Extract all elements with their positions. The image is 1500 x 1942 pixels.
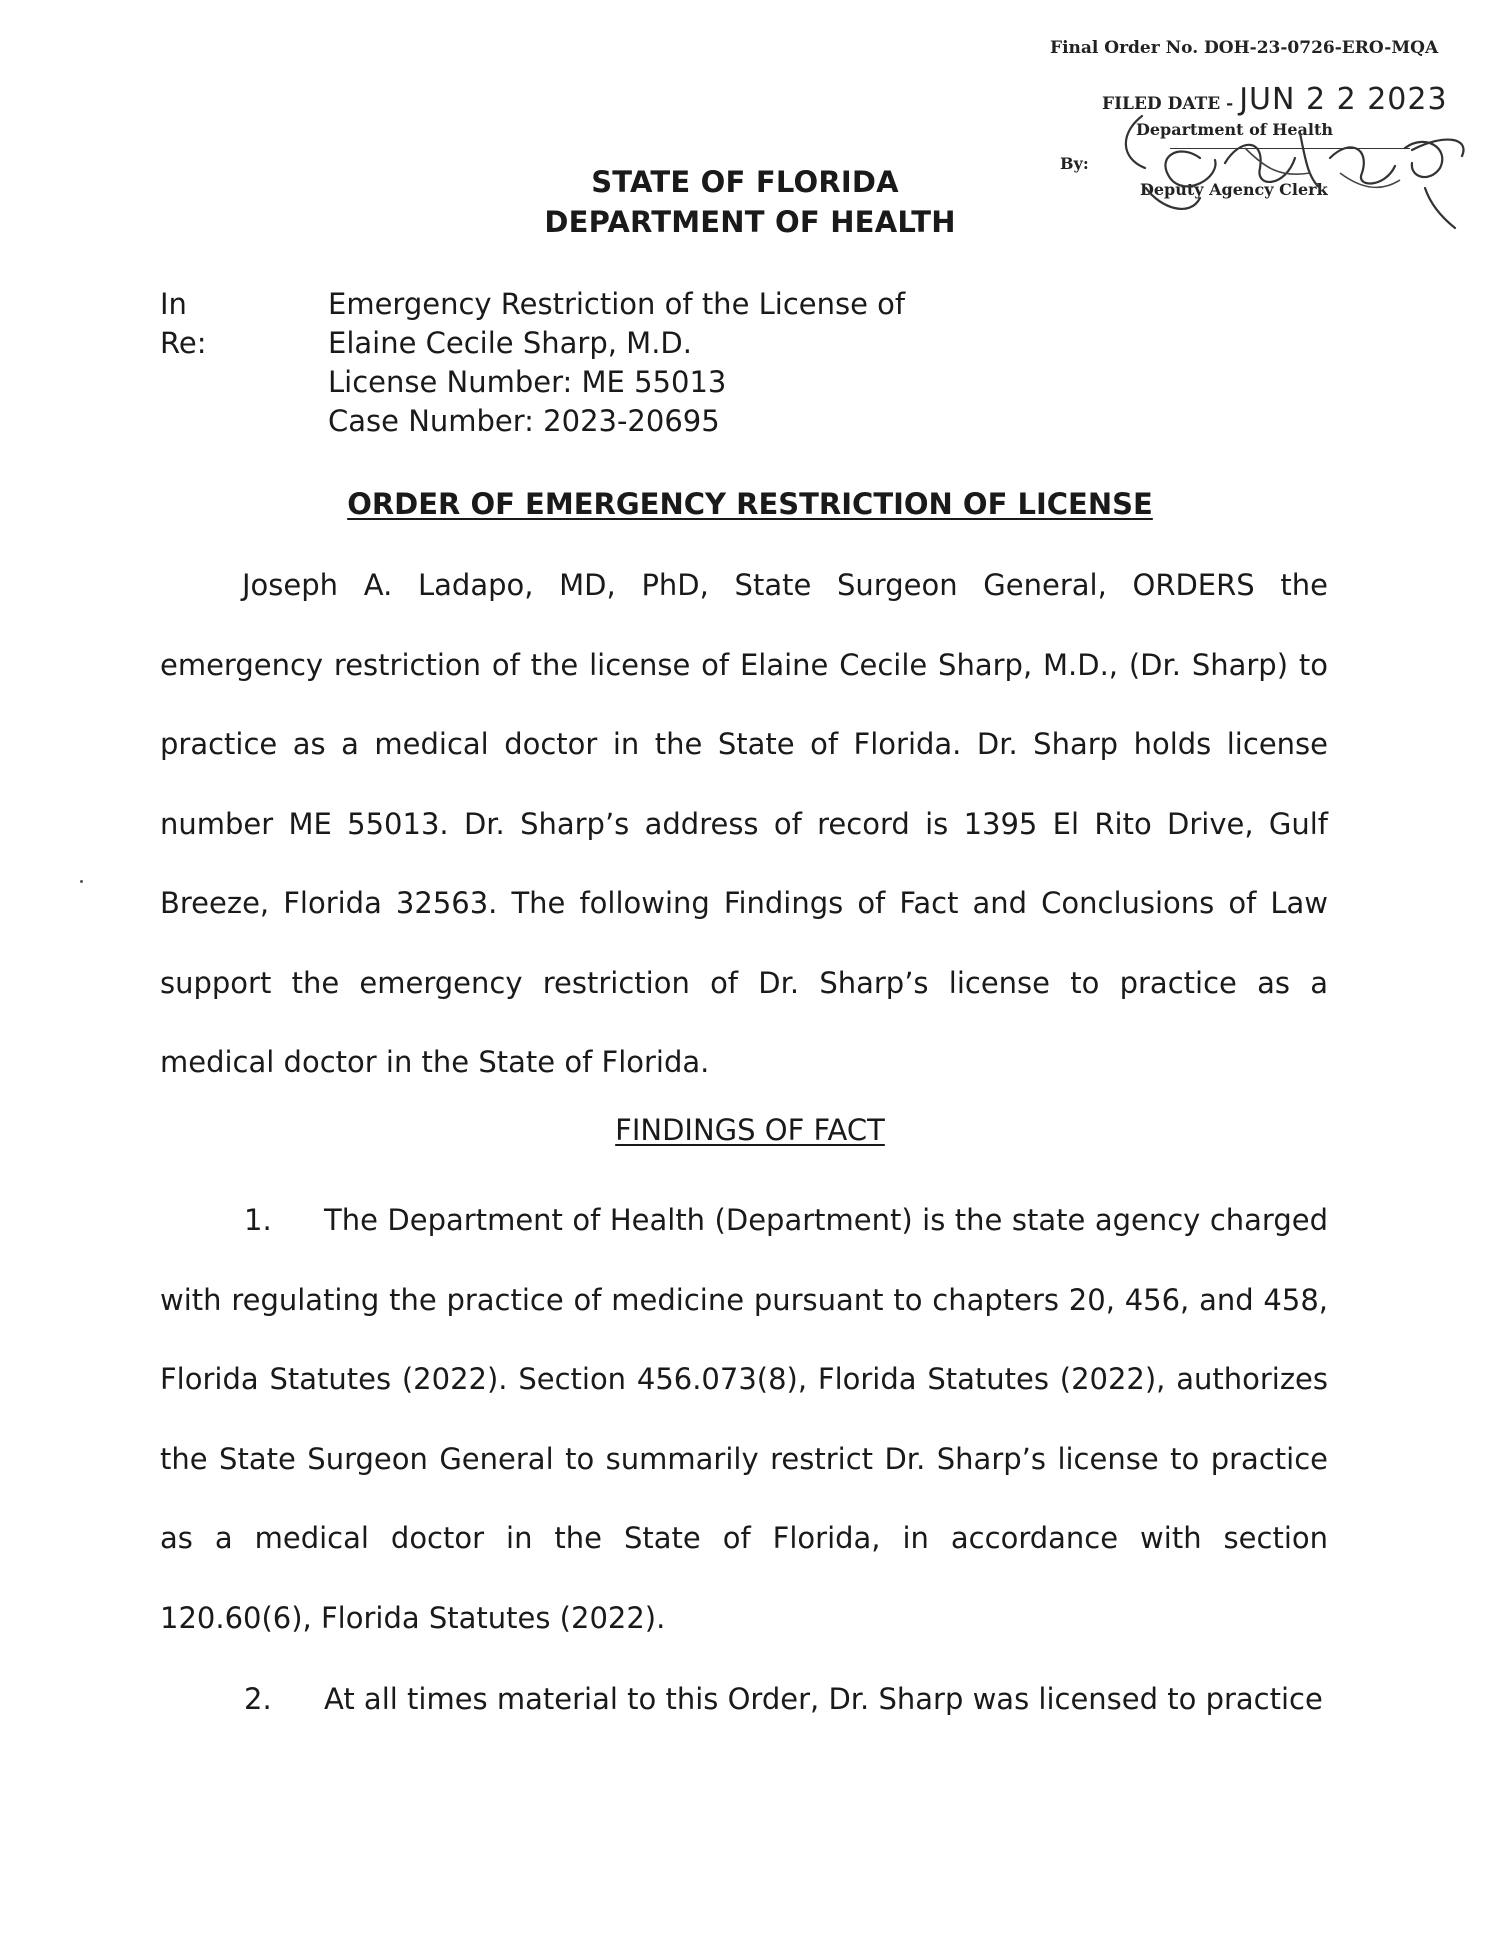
order-title: ORDER OF EMERGENCY RESTRICTION OF LICENSE xyxy=(347,487,1153,521)
finding-number: 1. xyxy=(244,1203,272,1237)
finding-number: 2. xyxy=(244,1682,272,1716)
in-re-line: Elaine Cecile Sharp, M.D. xyxy=(328,326,692,360)
in-re-line: License Number: ME 55013 xyxy=(328,365,727,399)
agency-heading xyxy=(0,162,1500,242)
in-re-line: Emergency Restriction of the License of xyxy=(328,287,906,321)
stamp-by-label: By: xyxy=(1060,154,1089,173)
in-re-line: Case Number: 2023-20695 xyxy=(328,404,720,438)
finding-paragraph xyxy=(160,1181,1328,1658)
finding-text: At all times material to this Order, Dr. Sharp was licensed to practice xyxy=(324,1682,1323,1716)
intro-paragraph: Joseph A. Ladapo, MD, PhD, State Surgeon General, ORDERS the emergency restriction of the license of Elaine Cecile Sharp, M.D., (Dr. Sharp) to practice as a medical doctor in the State of Florida. Dr. Sharp holds license number ME 55013. Dr. Sharp’s address of record is 1395 El Rito Drive, Gulf Breeze, Florida 32563. The following Findings of Fact and Conclusions of Law support the emergency restriction of Dr. Sharp’s license to practice as a medical doctor in the State of Florida. xyxy=(160,568,1328,1079)
heading-state: STATE OF FLORIDA xyxy=(591,165,899,199)
filed-date-line xyxy=(1102,82,1448,117)
findings-heading: FINDINGS OF FACT xyxy=(615,1113,885,1147)
final-order-number: Final Order No. DOH-23-0726-ERO-MQA xyxy=(1050,38,1439,58)
in-re-label: In Re: xyxy=(160,287,207,360)
finding-text: The Department of Health (Department) is the state agency charged with regulating the practice of medicine pursuant to chapters 20, 456, and 458, Florida Statutes (2022). Section 456.073(8), Florida Statutes (2022), authorizes the State Surgeon General to summarily restrict Dr. Sharp’s license to practice as a medical doctor in the State of Florida, in accordance with section 120.60(6), Florida Statutes (2022). xyxy=(160,1203,1328,1635)
stamp-clerk-label: Deputy Agency Clerk xyxy=(1140,180,1328,199)
in-re-lines xyxy=(328,285,1128,441)
filed-date-value: JUN 2 2 2023 xyxy=(1239,82,1448,117)
stamp-rule xyxy=(1170,148,1410,149)
filed-date-label: FILED DATE - xyxy=(1102,94,1234,114)
finding-paragraph xyxy=(160,1660,1328,1740)
stamp-department: Department of Health xyxy=(1136,120,1334,139)
scan-speck xyxy=(80,880,83,883)
heading-department: DEPARTMENT OF HEALTH xyxy=(544,205,956,239)
